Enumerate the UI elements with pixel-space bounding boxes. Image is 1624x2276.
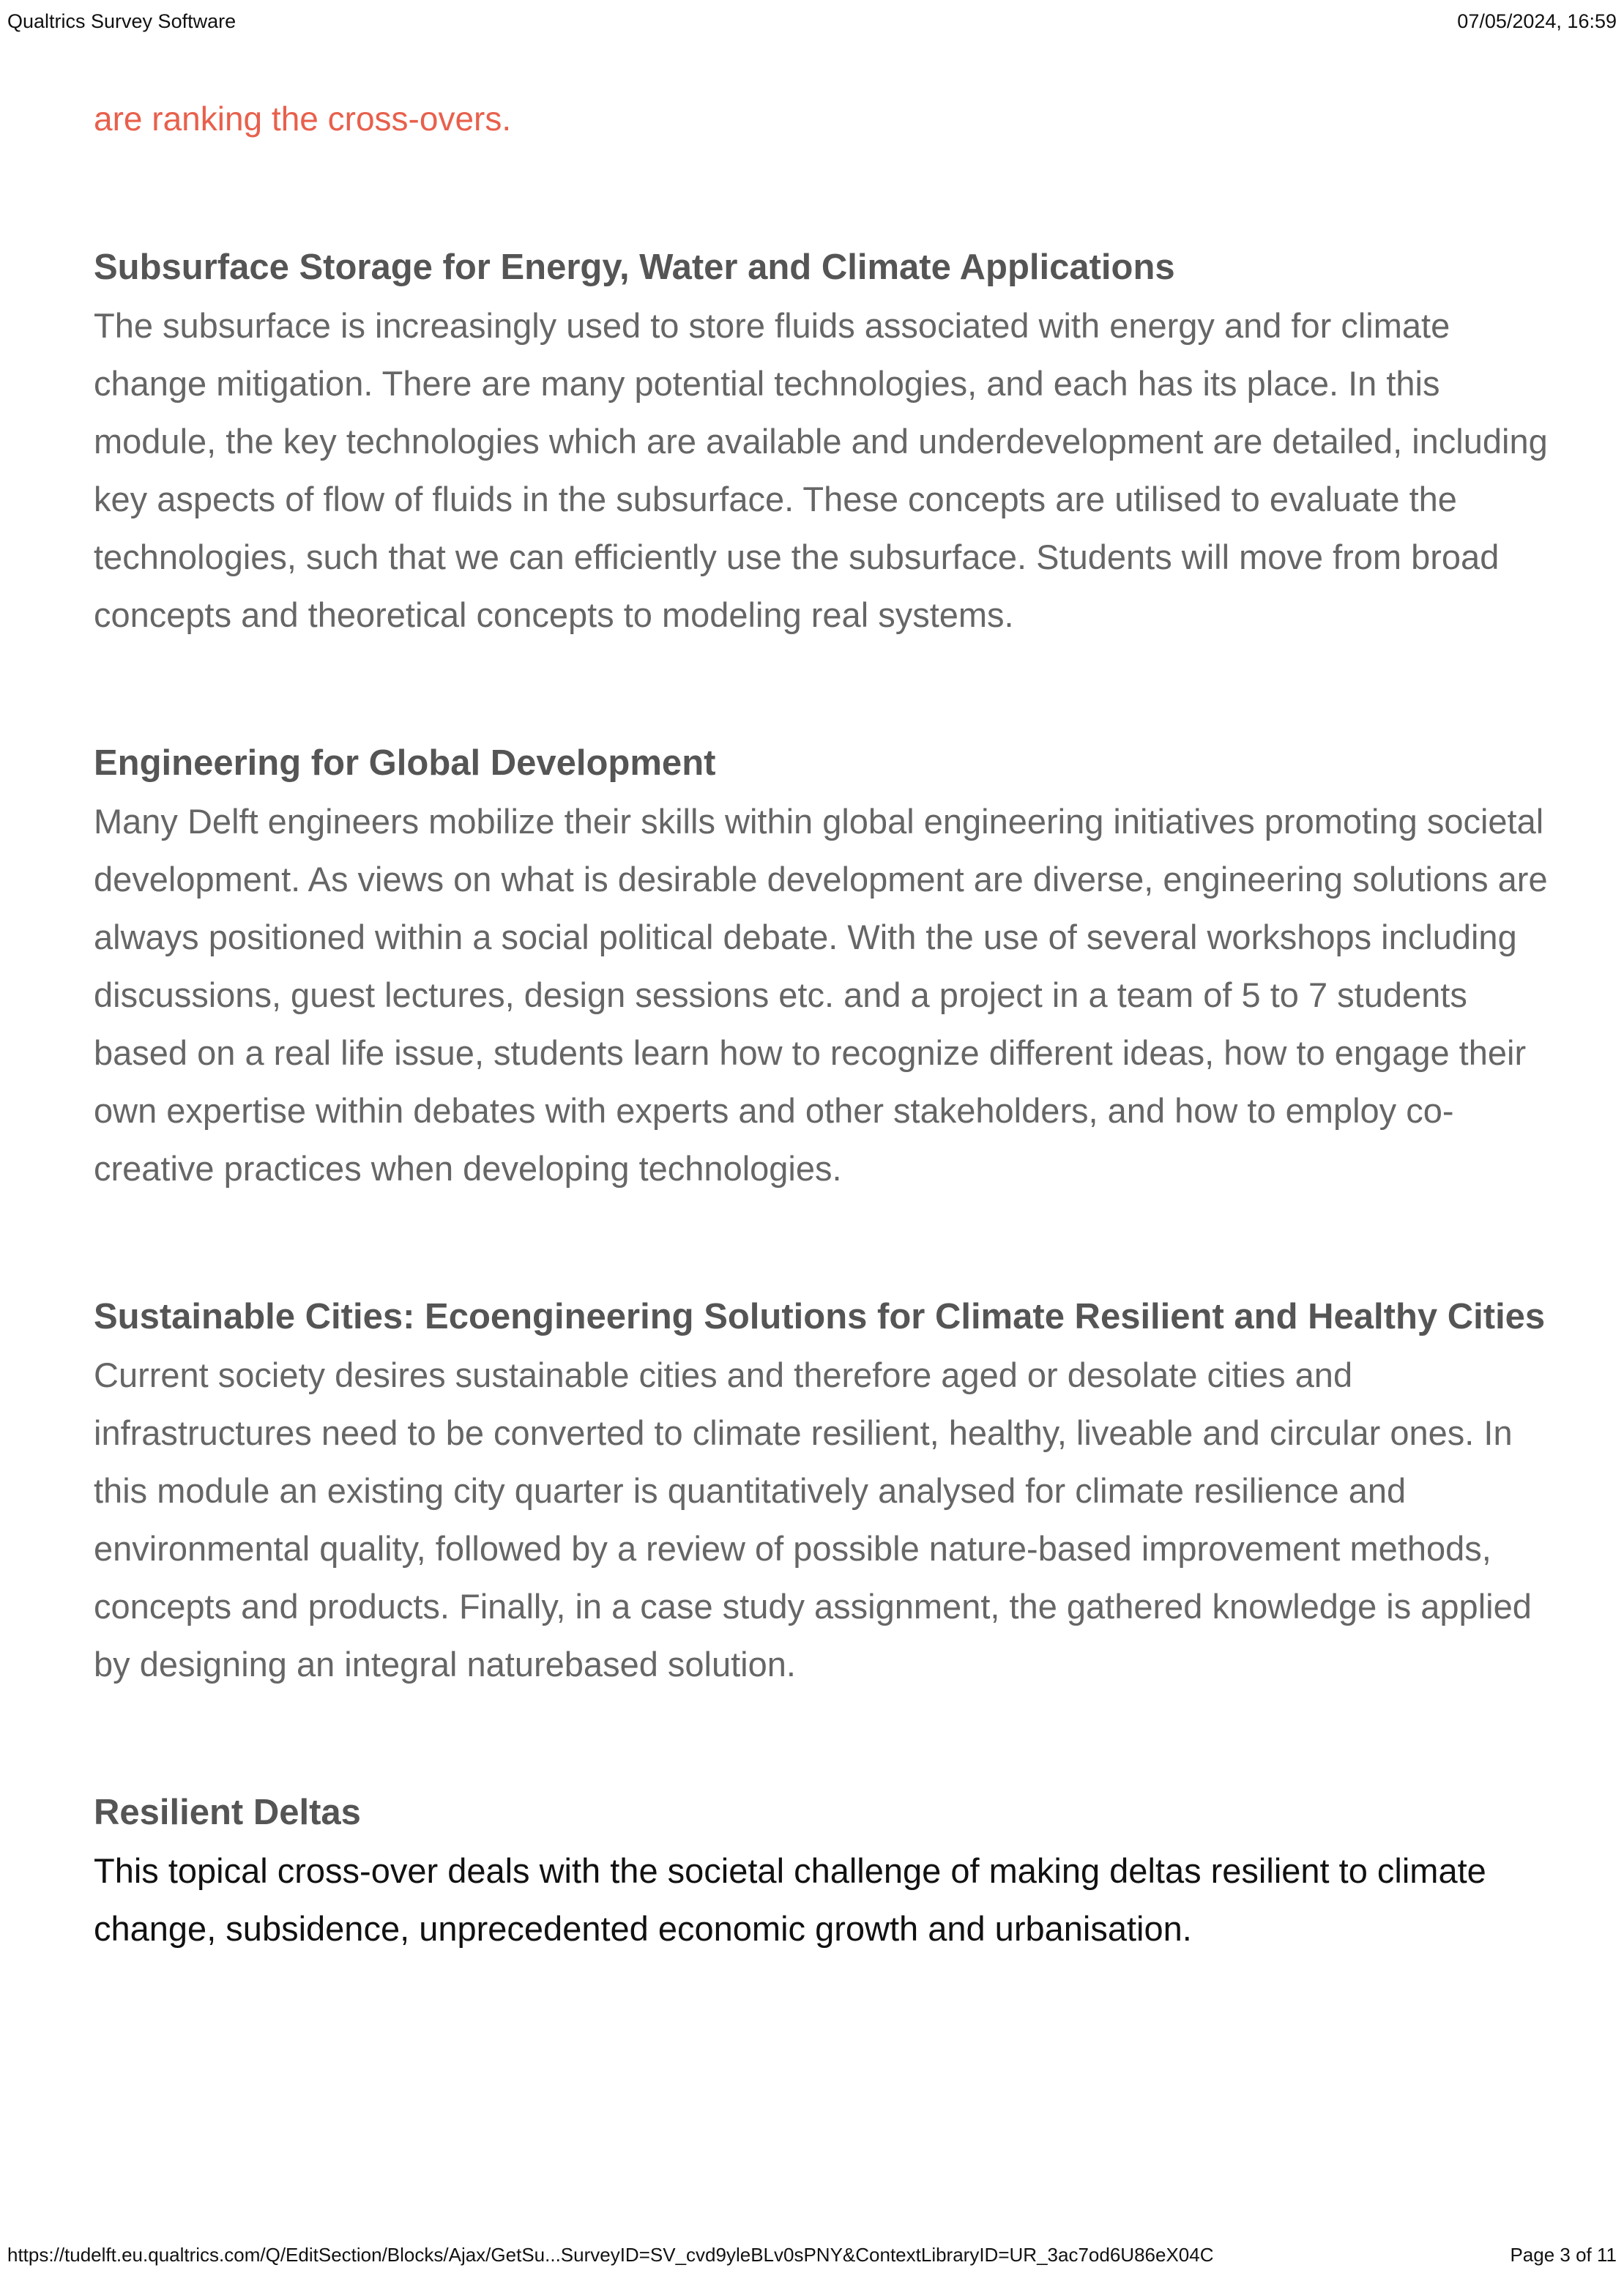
module-subsurface-storage bbox=[94, 239, 1558, 644]
print-header bbox=[7, 10, 1617, 37]
print-footer-url: https://tudelft.eu.qualtrics.com/Q/EditSection/Blocks/Ajax/GetSu...SurveyID=SV_cvd9yleBLv0sPNY&ContextLibraryID=UR_3ac7od6U86eX04C bbox=[7, 2244, 1214, 2266]
module-description: Many Delft engineers mobilize their skills within global engineering initiatives promoting societal development. As views on what is desirable development are diverse, engineering solutions are always positioned within a social political debate. With the use of several workshops including discussions, guest lectures, design sessions etc. and a project in a team of 5 to 7 students based on a real life issue, students learn how to recognize different ideas, how to engage their own expertise within debates with experts and other stakeholders, and how to employ co-creative practices when developing technologies. bbox=[94, 802, 1548, 1188]
module-resilient-deltas bbox=[94, 1784, 1558, 1957]
survey-content bbox=[94, 89, 1558, 1957]
module-title: Engineering for Global Development bbox=[94, 743, 716, 783]
module-sustainable-cities bbox=[94, 1288, 1558, 1693]
module-title: Sustainable Cities: Ecoengineering Solutions for Climate Resilient and Healthy Cities bbox=[94, 1297, 1546, 1336]
module-description: This topical cross-over deals with the societal challenge of making deltas resilient to climate change, subsidence, unprecedented economic growth and urbanisation. bbox=[94, 1851, 1486, 1948]
module-description: The subsurface is increasingly used to store fluids associated with energy and for climate change mitigation. There are many potential technologies, and each has its place. In this module, the key technologies which are available and underdevelopment are detailed, including key aspects of flow of fluids in the subsurface. These concepts are utilised to evaluate the technologies, such that we can efficiently use the subsurface. Students will move from broad concepts and theoretical concepts to modeling real systems. bbox=[94, 306, 1548, 634]
print-footer bbox=[7, 2244, 1617, 2269]
module-global-development bbox=[94, 735, 1558, 1197]
print-footer-page-number: Page 3 of 11 bbox=[1510, 2244, 1617, 2266]
print-header-title: Qualtrics Survey Software bbox=[7, 10, 236, 32]
intro-text: are ranking the cross-overs. bbox=[94, 100, 512, 138]
module-description: Current society desires sustainable cities and therefore aged or desolate cities and infrastructures need to be converted to climate resilient, healthy, liveable and circular ones. In this module an existing city quarter is quantitatively analysed for climate resilience and environmental quality, followed by a review of possible nature-based improvement methods, concepts and products. Finally, in a case study assignment, the gathered knowledge is applied by designing an integral naturebased solution. bbox=[94, 1355, 1532, 1684]
module-title: Subsurface Storage for Energy, Water and Climate Applications bbox=[94, 248, 1175, 287]
module-title: Resilient Deltas bbox=[94, 1793, 361, 1832]
print-header-datetime: 07/05/2024, 16:59 bbox=[1457, 10, 1617, 32]
